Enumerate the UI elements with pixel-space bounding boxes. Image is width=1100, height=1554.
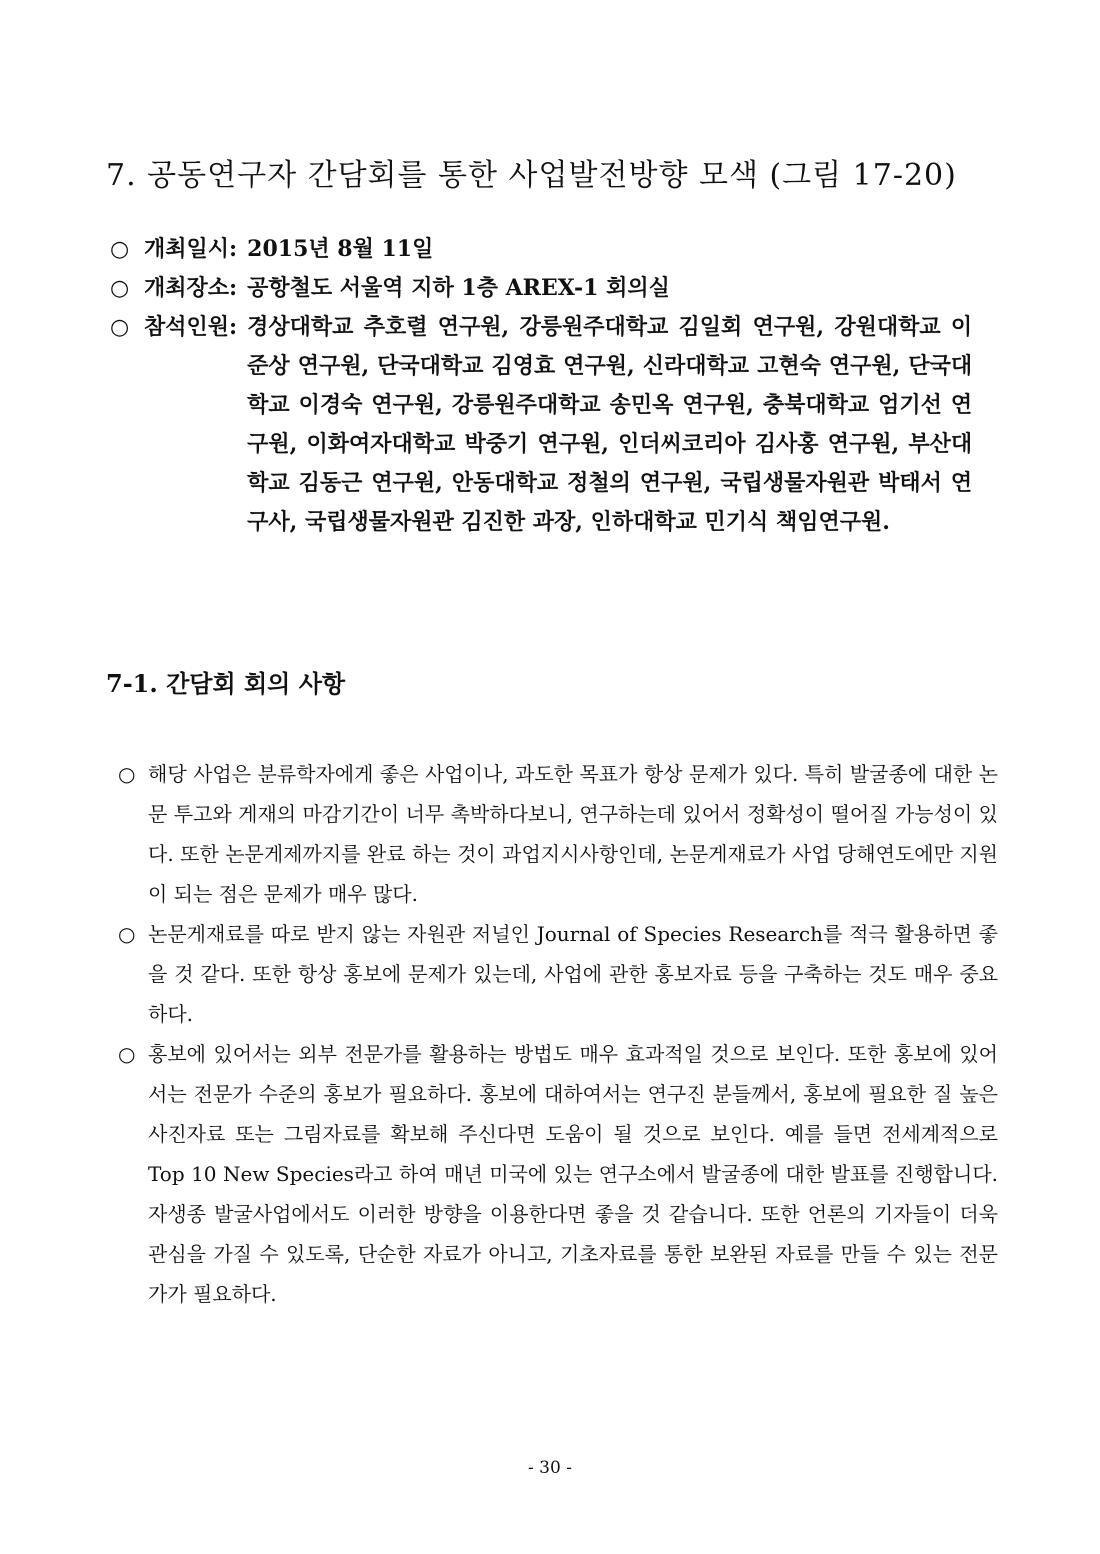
note-text: 논문게재료를 따로 받지 않는 자원관 저널인 Journal of Species Research를 적극 활용하면 좋을 것 같다. 또한 항상 홍보에 문제가 있는데, 사업에 관한 홍보자료 등을 구축하는 것도 매우 중요하다.	[148, 922, 998, 1026]
page-number: - 30 -	[528, 1458, 572, 1478]
bullet-icon: ○	[110, 315, 130, 340]
meeting-notes-list	[118, 754, 998, 1314]
note-text: 해당 사업은 분류학자에게 좋은 사업이나, 과도한 목표가 항상 문제가 있다. 특히 발굴종에 대한 논문 투고와 게재의 마감기간이 너무 촉박하다보니, 연구하는데 있어서 정확성이 떨어질 가능성이 있다. 또한 논문게제까지를 완료 하는 것이 과업지시사항인데, 논문게재료가 사업 당해연도에만 지원이 되는 점은 문제가 매우 많다.	[148, 762, 998, 906]
bullet-icon: ○	[118, 762, 136, 786]
meeting-attendees-value: 경상대학교 추호렬 연구원, 강릉원주대학교 김일회 연구원, 강원대학교 이준상 연구원, 단국대학교 김영효 연구원, 신라대학교 고현숙 연구원, 단국대학교 이경숙 연구원, 강릉원주대학교 송민옥 연구원, 충북대학교 엄기선 연구원, 이화여자대학교 박중기 연구원, 인더씨코리아 김사홍 연구원, 부산대학교 김동근 연구원, 안동대학교 정철의 연구원, 국립생물자원관 박태서 연구사, 국립생물자원관 김진한 과장, 인하대학교 민기식 책임연구원.	[247, 314, 973, 535]
bullet-icon: ○	[110, 237, 130, 262]
section-title: 7. 공동연구자 간담회를 통한 사업발전방향 모색 (그림 17-20)	[106, 158, 957, 193]
note-item	[118, 754, 998, 914]
bullet-icon: ○	[118, 1042, 136, 1066]
note-item	[118, 914, 998, 1034]
meeting-date-label: 개최일시:	[144, 236, 238, 262]
subsection-title: 7-1. 간담회 회의 사항	[106, 669, 346, 698]
note-item	[118, 1034, 998, 1314]
meeting-info-list	[110, 230, 1000, 542]
meeting-venue-item	[110, 269, 1000, 308]
meeting-attendees-label: 참석인원:	[144, 314, 238, 340]
bullet-icon: ○	[118, 922, 136, 946]
meeting-date-value: 2015년 8월 11일	[247, 236, 434, 262]
note-text: 홍보에 있어서는 외부 전문가를 활용하는 방법도 매우 효과적일 것으로 보인다. 또한 홍보에 있어서는 전문가 수준의 홍보가 필요하다. 홍보에 대하여서는 연구진 분들께서, 홍보에 필요한 질 높은 사진자료 또는 그림자료를 확보해 주신다면 도움이 될 것으로 보인다. 예를 들면 전세계적으로 Top 10 New Species라고 하여 매년 미국에 있는 연구소에서 발굴종에 대한 발표를 진행합니다. 자생종 발굴사업에서도 이러한 방향을 이용한다면 좋을 것 같습니다. 또한 언론의 기자들이 더욱 관심을 가질 수 있도록, 단순한 자료가 아니고, 기초자료를 통한 보완된 자료를 만들 수 있는 전문가가 필요하다.	[148, 1042, 998, 1306]
bullet-icon: ○	[110, 276, 130, 301]
meeting-attendees-item	[110, 308, 1000, 542]
meeting-venue-label: 개최장소:	[144, 275, 238, 301]
meeting-date-item	[110, 230, 1000, 269]
meeting-venue-value: 공항철도 서울역 지하 1층 AREX-1 회의실	[247, 275, 670, 301]
